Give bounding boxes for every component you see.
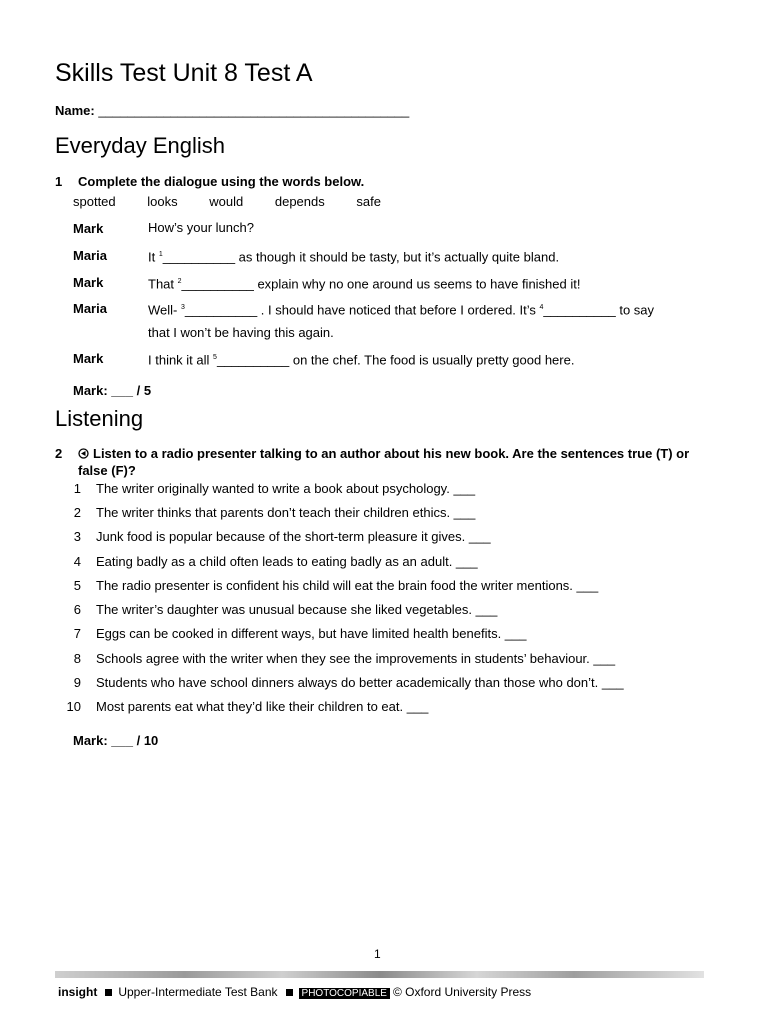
- name-line: ___________________________________________: [98, 103, 410, 118]
- page-number: 1: [374, 947, 381, 961]
- dialogue-speaker: Mark: [73, 351, 104, 366]
- list-item: Students who have school dinners always do better academically than those who don’t. ___: [96, 675, 624, 690]
- dialogue-text: __________ on the chef. The food is usually pretty good here.: [216, 352, 575, 368]
- page-title: Skills Test Unit 8 Test A: [55, 59, 313, 87]
- dialogue-speaker: Maria: [73, 301, 107, 316]
- list-item: Eating badly as a child often leads to eating badly as an adult. ___: [96, 554, 478, 569]
- gap-number: 5: [213, 354, 217, 361]
- item-number: 10: [66, 699, 81, 714]
- section-heading-listening: Listening: [55, 406, 144, 431]
- word-item: would: [209, 194, 244, 209]
- question-2-mark: Mark: ___ / 10: [73, 733, 159, 748]
- name-field: [55, 103, 409, 118]
- speaker-icon: [78, 447, 89, 463]
- dialogue-text: I think it all: [148, 352, 214, 368]
- item-number: 5: [73, 578, 81, 593]
- question-number: 1: [55, 174, 63, 189]
- item-number: 2: [73, 505, 81, 520]
- dialogue-text: __________ to say: [543, 302, 655, 318]
- square-bullet-icon: [105, 989, 112, 996]
- dialogue-speaker: Mark: [73, 275, 104, 290]
- gap-number: 2: [177, 278, 182, 285]
- list-item: The writer thinks that parents don’t teach their children ethics. ___: [96, 505, 476, 520]
- dialogue-line: [148, 296, 718, 344]
- word-list: [73, 194, 409, 209]
- dialogue-line: How’s your lunch?: [148, 220, 254, 235]
- dialogue-line: [148, 243, 718, 268]
- item-number: 4: [73, 554, 81, 569]
- item-number: 9: [73, 675, 81, 690]
- section-heading-everyday-english: Everyday English: [55, 133, 225, 158]
- list-item: Eggs can be cooked in different ways, but have limited health benefits. ___: [96, 626, 527, 641]
- photocopiable-badge: PHOTOCOPIABLE: [299, 988, 390, 999]
- list-item: The radio presenter is confident his child will eat the brain food the writer mentions. ___: [96, 578, 599, 593]
- question-text: Complete the dialogue using the words below.: [78, 174, 365, 189]
- item-number: 6: [73, 602, 81, 617]
- brand-logo: insight: [58, 985, 98, 999]
- item-number: 7: [73, 626, 81, 641]
- word-item: looks: [147, 194, 178, 209]
- footer: [58, 985, 531, 999]
- gap-number: 1: [158, 251, 163, 258]
- list-item: The writer originally wanted to write a book about psychology. ___: [96, 481, 476, 496]
- list-item: Schools agree with the writer when they see the improvements in students’ behaviour. ___: [96, 651, 616, 666]
- gap-number: 3: [180, 304, 185, 311]
- list-item: Junk food is popular because of the short-term pleasure it gives. ___: [96, 529, 491, 544]
- list-item: Most parents eat what they’d like their children to eat. ___: [96, 699, 429, 714]
- item-number: 3: [73, 529, 81, 544]
- word-item: spotted: [73, 194, 116, 209]
- question-text: Listen to a radio presenter talking to an author about his new book. Are the sentences true (T) or false (F)?: [78, 446, 690, 478]
- question-number: 2: [55, 446, 63, 461]
- course-title: Upper-Intermediate Test Bank: [118, 985, 278, 999]
- dialogue-text: __________ . I should have noticed that before I ordered. It’s: [184, 302, 540, 318]
- gap-number: 4: [539, 304, 544, 311]
- dialogue-speaker: Maria: [73, 248, 107, 263]
- item-number: 1: [73, 481, 81, 496]
- list-item: The writer’s daughter was unusual because she liked vegetables. ___: [96, 602, 498, 617]
- footer-image-band: [55, 971, 704, 978]
- dialogue-speaker: Mark: [73, 221, 104, 236]
- question-1-mark: Mark: ___ / 5: [73, 383, 152, 398]
- publisher: © Oxford University Press: [392, 985, 532, 999]
- word-item: depends: [274, 194, 325, 209]
- dialogue-text: It: [148, 249, 159, 265]
- word-item: safe: [356, 194, 381, 209]
- dialogue-line: [148, 270, 718, 295]
- name-label: Name:: [55, 103, 95, 118]
- dialogue-text: that I won’t be having this again.: [148, 325, 334, 341]
- square-bullet-icon: [286, 989, 293, 996]
- dialogue-text: That: [148, 276, 178, 292]
- dialogue-line: [148, 346, 718, 371]
- item-number: 8: [73, 651, 81, 666]
- dialogue-text: Well-: [148, 302, 181, 318]
- dialogue-text: __________ as though it should be tasty, but it’s actually quite bland.: [162, 249, 560, 265]
- dialogue-text: __________ explain why no one around us seems to have finished it!: [181, 276, 581, 292]
